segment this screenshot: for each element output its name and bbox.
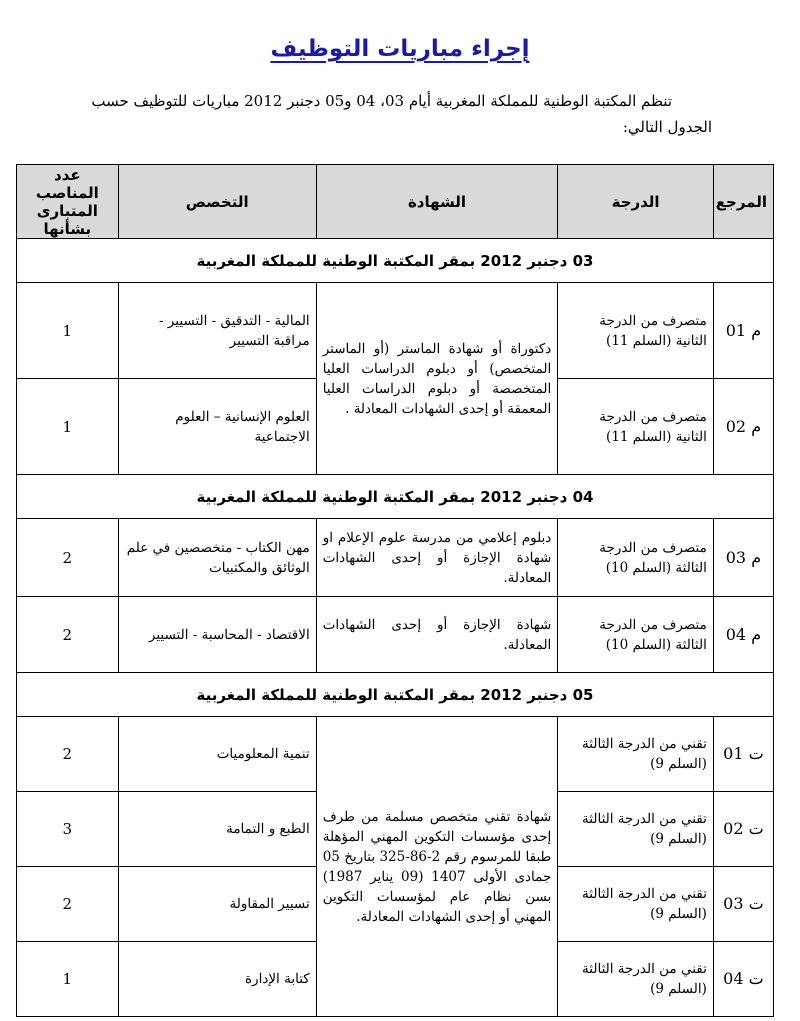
count-cell: 1 — [17, 942, 119, 1017]
count-cell: 1 — [17, 283, 119, 379]
count-cell: 3 — [17, 792, 119, 867]
grade-cell: متصرف من الدرجة الثانية (السلم 11) — [558, 379, 714, 475]
count-cell: 2 — [17, 867, 119, 942]
specialty-cell: الاقتصاد - المحاسبة - التسيير — [118, 597, 316, 673]
date-row-day2 — [17, 475, 774, 519]
grade-cell: تقني من الدرجة الثالثة (السلم 9) — [558, 717, 714, 792]
certificate-cell: دبلوم إعلامي من مدرسة علوم الإعلام او شهادة الإجازة أو إحدى الشهادات المعادلة. — [316, 519, 558, 597]
grade-cell: متصرف من الدرجة الثالثة (السلم 10) — [558, 597, 714, 673]
count-cell: 1 — [17, 379, 119, 475]
date-label: 03 دجنبر 2012 بمقر المكتبة الوطنية للمملكة المغربية — [17, 239, 774, 283]
ref-cell: م 01 — [713, 283, 773, 379]
intro-line-1: تنظم المكتبة الوطنية للمملكة المغربية أيام 03، 04 و05 دجنبر 2012 مباريات للتوظيف حسب — [91, 92, 672, 110]
specialty-cell: الطبع و التمامة — [118, 792, 316, 867]
header-specialty: التخصص — [118, 165, 316, 239]
grade-cell: متصرف من الدرجة الثالثة (السلم 10) — [558, 519, 714, 597]
grade-cell: تقني من الدرجة الثالثة (السلم 9) — [558, 867, 714, 942]
grade-cell: تقني من الدرجة الثالثة (السلم 9) — [558, 942, 714, 1017]
specialty-cell: تنمية المعلوميات — [118, 717, 316, 792]
header-count: عدد المناصب المتبارى بشأنها — [17, 165, 119, 239]
specialty-cell: مهن الكتاب - متخصصين في علم الوثائق والمكتبيات — [118, 519, 316, 597]
intro-line-2: الجدول التالي: — [622, 118, 712, 136]
certificate-cell: دكتوراة أو شهادة الماستر (أو الماستر المتخصص) أو دبلوم الدراسات العليا المتخصصة أو دبلوم الدراسات العليا المعمقة أو إحدى الشهادات المعادلة . — [316, 283, 558, 475]
count-cell: 2 — [17, 717, 119, 792]
date-label: 05 دجنبر 2012 بمقر المكتبة الوطنية للمملكة المغربية — [17, 673, 774, 717]
table-header-row — [17, 165, 774, 239]
recruitment-table — [16, 164, 774, 1017]
ref-cell: ت 01 — [713, 717, 773, 792]
specialty-cell: العلوم الإنسانية – العلوم الاجتماعية — [118, 379, 316, 475]
specialty-cell: المالية - التدقيق - التسيير - مراقبة التسيير — [118, 283, 316, 379]
ref-cell: ت 04 — [713, 942, 773, 1017]
header-grade: الدرجة — [558, 165, 714, 239]
intro-paragraph — [60, 88, 720, 140]
specialty-cell: كتابة الإدارة — [118, 942, 316, 1017]
date-row-day3 — [17, 673, 774, 717]
header-ref: المرجع — [713, 165, 773, 239]
header-certificate: الشهادة — [316, 165, 558, 239]
ref-cell: ت 03 — [713, 867, 773, 942]
table-row — [17, 717, 774, 792]
grade-cell: تقني من الدرجة الثالثة (السلم 9) — [558, 792, 714, 867]
certificate-cell: شهادة تقني متخصص مسلمة من طرف إحدى مؤسسات التكوين المهني المؤهلة طبقا للمرسوم رقم 2-86-325 بتاريخ 05 جمادى الأولى 1407 (09 يناير 1987) بسن نظام عام لمؤسسات التكوين المهني أو إحدى الشهادات المعادلة. — [316, 717, 558, 1017]
date-label: 04 دجنبر 2012 بمقر المكتبة الوطنية للمملكة المغربية — [17, 475, 774, 519]
grade-cell: متصرف من الدرجة الثانية (السلم 11) — [558, 283, 714, 379]
count-cell: 2 — [17, 597, 119, 673]
ref-cell: م 04 — [713, 597, 773, 673]
ref-cell: م 03 — [713, 519, 773, 597]
count-cell: 2 — [17, 519, 119, 597]
specialty-cell: تسيير المقاولة — [118, 867, 316, 942]
table-row — [17, 597, 774, 673]
ref-cell: ت 02 — [713, 792, 773, 867]
table-row — [17, 519, 774, 597]
certificate-cell: شهادة الإجازة أو إحدى الشهادات المعادلة. — [316, 597, 558, 673]
page-title-wrap — [0, 36, 800, 62]
ref-cell: م 02 — [713, 379, 773, 475]
table-row — [17, 283, 774, 379]
page-title: إجراء مباريات التوظيف — [270, 36, 530, 62]
date-row-day1 — [17, 239, 774, 283]
